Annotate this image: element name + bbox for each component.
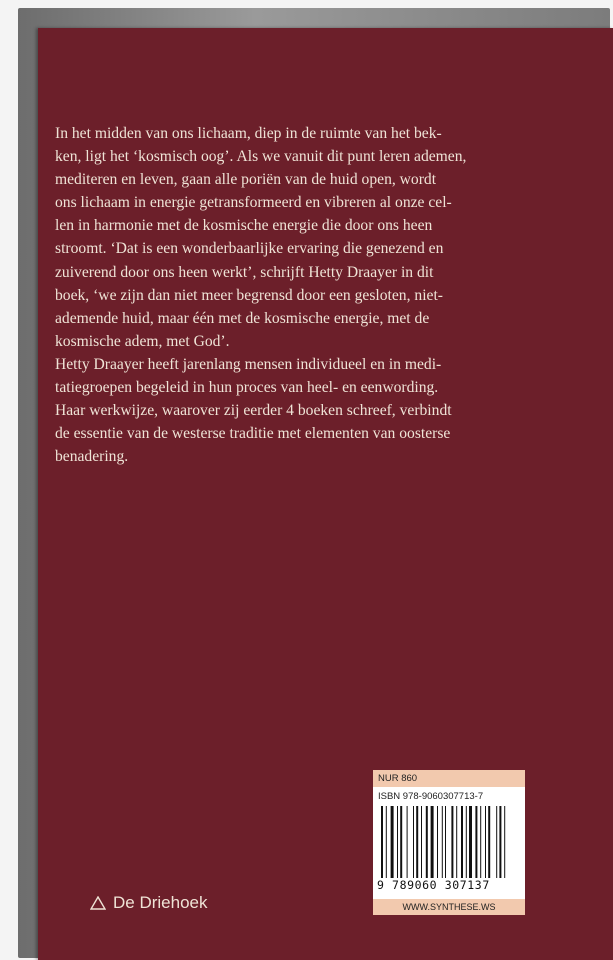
- blurb-line: boek, ‘we zijn dan niet meer begrensd door een gesloten, niet-: [55, 286, 443, 304]
- ean-digits: 9 789060 307137: [377, 878, 490, 892]
- blurb-line: ken, ligt het ‘kosmisch oog’. Als we vanuit dit punt leren ademen,: [55, 148, 467, 166]
- blurb-line: ademende huid, maar één met de kosmische energie, met de: [55, 309, 430, 327]
- blurb-line: zuiverend door ons heen werkt’, schrijft Hetty Draayer in dit: [55, 263, 434, 281]
- blurb-line: benadering.: [55, 448, 129, 466]
- blurb-line: mediteren en leven, gaan alle poriën van de huid open, wordt: [55, 171, 437, 189]
- blurb-line: len in harmonie met de kosmische energie die door ons heen: [55, 217, 433, 235]
- blurb-line: In het midden van ons lichaam, diep in de ruimte van het bek-: [55, 125, 442, 142]
- blurb-line: stroomt. ‘Dat is een wonderbaarlijke ervaring die genezend en: [55, 240, 444, 258]
- blurb-line: Hetty Draayer heeft jarenlang mensen individueel en in medi-: [55, 355, 442, 373]
- publisher-website: WWW.SYNTHESE.WS: [373, 899, 525, 915]
- barcode-label: [373, 770, 525, 915]
- blurb-line: de essentie van de westerse traditie met elementen van oosterse: [55, 425, 451, 443]
- blurb-line: kosmische adem, met God’.: [55, 332, 230, 350]
- barcode-bars: [381, 806, 515, 878]
- isbn-number: ISBN 978-9060307713-7: [378, 791, 484, 802]
- publisher-name: De Driehoek: [113, 893, 208, 912]
- blurb-line: Haar werkwijze, waarover zij eerder 4 boeken schreef, verbindt: [55, 402, 452, 420]
- nur-code: NUR 860: [373, 770, 525, 787]
- blurb-line: ons lichaam in energie getransformeerd en vibreren al onze cel-: [55, 194, 452, 212]
- triangle-icon: [90, 896, 106, 910]
- blurb-line: tatiegroepen begeleid in hun proces van heel- en eenwording.: [55, 379, 439, 397]
- publisher-logo: [90, 893, 208, 913]
- blurb-text: [55, 122, 530, 468]
